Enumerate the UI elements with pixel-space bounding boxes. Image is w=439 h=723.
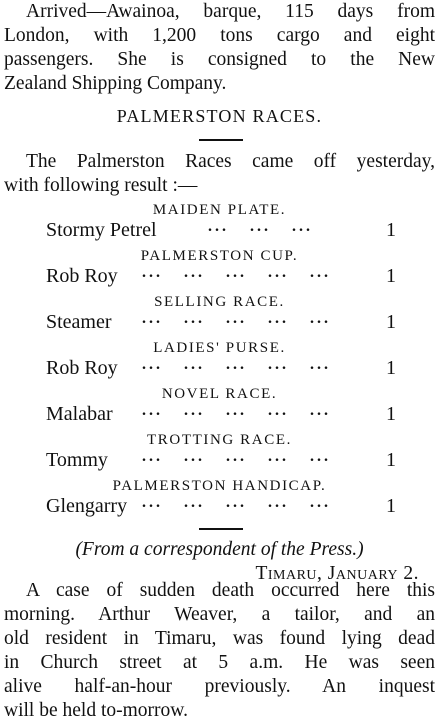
shipping-line: passengers. She is consigned to the New — [4, 49, 435, 70]
leader-dots: ... ... ... ... ... — [142, 448, 331, 465]
race-name: PALMERSTON HANDICAP. — [112, 478, 327, 494]
race-result — [46, 309, 396, 335]
race-name: TROTTING RACE. — [147, 432, 292, 448]
placing: 1 — [386, 265, 396, 287]
placing: 1 — [386, 449, 396, 471]
race-result — [46, 447, 396, 473]
report-line: in Church street at 5 a.m. He was seen — [4, 652, 435, 673]
leader-dots: ... ... ... — [208, 218, 313, 235]
placing: 1 — [386, 357, 396, 379]
horse-name: Rob Roy — [46, 265, 118, 287]
race-name: NOVEL RACE. — [161, 386, 278, 402]
races-intro-line: The Palmerston Races came off yesterday, — [26, 151, 435, 172]
horse-name: Steamer — [46, 311, 112, 333]
race-result — [46, 263, 396, 289]
leader-dots: ... ... ... ... ... — [142, 494, 331, 511]
race-name: PALMERSTON CUP. — [140, 248, 299, 264]
race-result — [46, 401, 396, 427]
report-line: alive half-an-hour previously. An inquest — [4, 676, 435, 697]
shipping-notice — [4, 0, 435, 96]
race-result — [46, 217, 396, 243]
race-result — [46, 355, 396, 381]
shipping-line: Arrived—Awainoa, barque, 115 days from — [26, 1, 435, 22]
horse-name: Glengarry — [46, 495, 128, 517]
timaru-report — [4, 579, 435, 723]
report-line: A case of sudden death occurred here this — [26, 580, 435, 601]
leader-dots: ... ... ... ... ... — [142, 310, 331, 327]
race-name: SELLING RACE. — [154, 294, 285, 310]
races-heading: PALMERSTON RACES. — [116, 106, 323, 126]
race-name: LADIES' PURSE. — [153, 340, 286, 356]
report-line: morning. Arthur Weaver, a tailor, and an — [4, 604, 435, 625]
horse-name: Malabar — [46, 403, 113, 425]
placing: 1 — [386, 403, 396, 425]
placing: 1 — [386, 311, 396, 333]
report-line: will be held to-morrow. — [4, 700, 188, 721]
horse-name: Rob Roy — [46, 357, 118, 379]
placing: 1 — [386, 219, 396, 241]
divider-rule — [199, 139, 243, 141]
divider-rule — [199, 528, 243, 530]
correspondent-byline: (From a correspondent of the Press.) — [75, 539, 364, 560]
race-name: MAIDEN PLATE. — [152, 202, 287, 218]
placing: 1 — [386, 495, 396, 517]
horse-name: Tommy — [46, 449, 108, 471]
leader-dots: ... ... ... ... ... — [142, 356, 331, 373]
races-intro-line: with following result :— — [4, 175, 198, 196]
races-intro — [4, 150, 435, 198]
shipping-line: London, with 1,200 tons cargo and eight — [4, 25, 435, 46]
leader-dots: ... ... ... ... ... — [142, 402, 331, 419]
horse-name: Stormy Petrel — [46, 219, 157, 241]
race-result — [46, 493, 396, 519]
report-line: old resident in Timaru, was found lying dead — [4, 628, 435, 649]
leader-dots: ... ... ... ... ... — [142, 264, 331, 281]
dateline-text: Timaru, January 2. — [255, 563, 419, 584]
shipping-line: Zealand Shipping Company. — [4, 73, 227, 94]
